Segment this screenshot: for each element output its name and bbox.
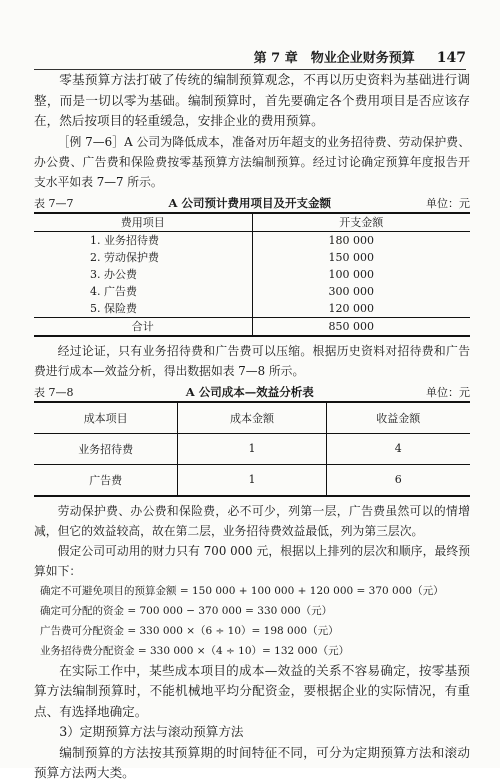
table-label: 表 7—8 — [34, 385, 74, 399]
cell-item: 3. 办公费 — [34, 266, 252, 283]
table-7-7 — [34, 212, 470, 337]
table-7-8-caption — [34, 383, 470, 401]
table-unit: 单位：元 — [426, 385, 470, 399]
table-title: A 公司预计费用项目及开支金额 — [168, 195, 331, 210]
column-header-item: 费用项目 — [34, 213, 252, 232]
page-number: 147 — [436, 50, 466, 66]
cell-item: 1. 业务招待费 — [34, 231, 252, 249]
table-row — [34, 231, 470, 249]
table-row — [34, 283, 470, 300]
table-label: 表 7—7 — [34, 196, 74, 210]
cell-item: 5. 保险费 — [34, 300, 252, 318]
paragraph-practical-note: 在实际工作中，某些成本项目的成本—效益的关系不容易确定，按零基预算方法编制预算时，不能机械地平均分配资金，要根据企业的实际情况，有重点、有选择地确定。 — [34, 662, 470, 719]
column-header-benefit: 收益金额 — [326, 402, 470, 434]
column-header-cost: 成本金额 — [178, 402, 326, 434]
page-body — [34, 70, 470, 784]
formula-advertising: 广告费可分配资金 = 330 000 ×（6 ÷ 10）= 198 000（元） — [40, 624, 339, 637]
cell-total-label: 合计 — [34, 317, 252, 336]
table-total-row — [34, 317, 470, 336]
paragraph-priority-levels: 劳动保护费、办公费和保险费，必不可少，列第一层，广告费虽然可以的情增减，但它的效益较高，故在第二层，业务招待费效益最低，列为第三层次。 — [34, 503, 470, 538]
formula-allocatable: 确定可分配的资金 = 700 000 − 370 000 = 330 000（元） — [40, 604, 333, 617]
table-row — [34, 464, 470, 496]
table-7-7-caption — [34, 194, 470, 212]
cell-benefit: 6 — [326, 464, 470, 496]
table-7-8 — [34, 401, 470, 497]
paragraph-periodic-rolling: 编制预算的方法按其预算期的时间特征不同，可分为定期预算方法和滚动预算方法两大类。 — [34, 744, 470, 780]
cell-cost: 1 — [178, 464, 326, 496]
table-title: A 公司成本—效益分析表 — [185, 384, 314, 399]
table-row — [34, 300, 470, 318]
paragraph-example-7-6: ［例 7—6］A 公司为降低成本，准备对历年超支的业务招待费、劳动保护费、办公费、广告费和保险费按零基预算方法编制预算。经过讨论确定预算年度报告开支水平如表 7—7 所示。 — [34, 134, 470, 189]
cell-amount: 150 000 — [328, 250, 374, 264]
chapter-title: 第 7 章 物业企业财务预算 — [253, 51, 415, 66]
cell-cost: 1 — [178, 433, 326, 464]
paragraph-zero-based-intro: 零基预算方法打破了传统的编制预算观念，不再以历史资料为基础进行调整，而是一切以零为基础。编制预算时，首先要确定各个费用项目是否应该存在，然后按项目的轻重缓急，安排企业的费用预算。 — [34, 72, 470, 128]
table-row — [34, 433, 470, 464]
formula-unavoidable: 确定不可避免项目的预算金额 = 150 000 + 100 000 + 120 000 = 370 000（元） — [40, 584, 444, 597]
cell-amount: 300 000 — [328, 284, 374, 298]
section-heading-3: 3）定期预算方法与滚动预算方法 — [59, 724, 244, 739]
cell-amount: 100 000 — [328, 267, 374, 281]
cell-total-amount: 850 000 — [252, 317, 470, 336]
cell-item: 业务招待费 — [34, 433, 178, 464]
cell-benefit: 4 — [326, 433, 470, 464]
cell-amount: 120 000 — [328, 301, 374, 315]
table-row — [34, 266, 470, 283]
page-header — [34, 38, 466, 70]
paragraph-cost-benefit: 经过论证，只有业务招待费和广告费可以压缩。根据历史资料对招待费和广告费进行成本—效益分析，得出数据如表 7—8 所示。 — [34, 343, 470, 378]
table-unit: 单位：元 — [426, 196, 470, 210]
table-row — [34, 249, 470, 266]
cell-item: 2. 劳动保护费 — [34, 249, 252, 266]
column-header-item: 成本项目 — [34, 402, 178, 434]
cell-item: 4. 广告费 — [34, 283, 252, 300]
cell-amount: 180 000 — [328, 233, 374, 247]
formula-entertainment: 业务招待费分配资金 = 330 000 ×（4 ÷ 10）= 132 000（元） — [40, 644, 350, 657]
paragraph-available-funds: 假定公司可动用的财力只有 700 000 元，根据以上排列的层次和顺序，最终预算如下： — [34, 543, 470, 578]
cell-item: 广告费 — [89, 473, 123, 487]
column-header-amount: 开支金额 — [252, 213, 470, 232]
